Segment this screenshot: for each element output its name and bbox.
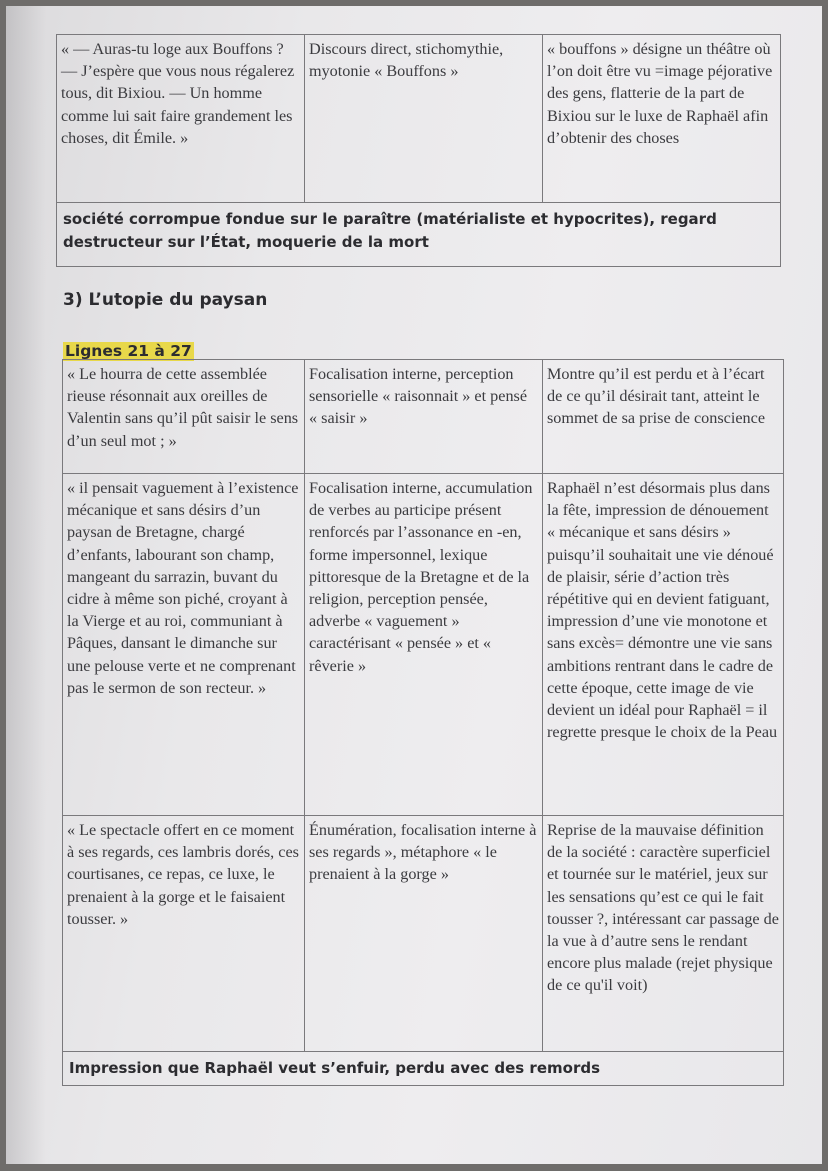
technique-text: Énumération, focalisation interne à ses regards », métaphore « le prenaient à la gorge » — [309, 821, 537, 884]
analysis-table-top — [56, 34, 781, 267]
quote-cell — [57, 35, 305, 203]
summary-row — [63, 1052, 784, 1086]
technique-text: Discours direct, stichomythie, myotonie « Bouffons » — [309, 40, 504, 81]
technique-text: Focalisation interne, accumulation de verbes au participe présent renforcés par l’assonance en -en, forme impersonnel, lexique pittoresque de la Bretagne et de la religion, perception pensée, adverbe « vaguement » caractérisant « pensée » et « rêverie » — [309, 479, 533, 675]
quote-text: « Le hourra de cette assemblée rieuse résonnait aux oreilles de Valentin sans qu’il pût saisir le sens d’un seul mot ; » — [67, 365, 299, 450]
interpretation-text: « bouffons » désigne un théâtre où l’on doit être vu =image péjorative des gens, flatterie de la part de Bixiou sur le luxe de Raphaël afin d’obtenir des choses — [547, 40, 773, 147]
interpretation-text: Reprise de la mauvaise définition de la société : caractère superficiel et tournée sur le matériel, jeux sur les sensations qu’est ce qui le fait tousser ?, intéressant car passage de la vue à d’autre sens le rendant encore plus malade (rejet physique de ce qu'il voit) — [547, 821, 779, 995]
summary-text: Impression que Raphaël veut s’enfuir, perdu avec des remords — [69, 1059, 601, 1077]
quote-cell — [63, 474, 305, 816]
table-row — [63, 474, 784, 816]
summary-cell — [57, 203, 781, 267]
table-row — [57, 35, 781, 203]
table-row — [63, 360, 784, 474]
summary-text: société corrompue fondue sur le paraître (matérialiste et hypocrites), regard destructeur sur l’État, moquerie de la mort — [63, 210, 717, 251]
quote-cell — [63, 816, 305, 1052]
interpretation-cell — [543, 360, 784, 474]
page-shadow — [6, 6, 46, 1164]
interpretation-cell — [543, 474, 784, 816]
section-heading: 3) L’utopie du paysan — [63, 290, 268, 310]
technique-cell — [305, 816, 543, 1052]
summary-cell — [63, 1052, 784, 1086]
analysis-table-bottom — [62, 359, 784, 1086]
table-row — [63, 816, 784, 1052]
quote-text: « Le spectacle offert en ce moment à ses regards, ces lambris dorés, ces courtisanes, ce repas, ce luxe, le prenaient à la gorge et le faisaient tousser. » — [67, 821, 299, 928]
quote-text: « il pensait vaguement à l’existence mécanique et sans désirs d’un paysan de Bretagne, chargé d’enfants, labourant son champ, mangeant du sarrazin, buvant du cidre à même son piché, croyant à la Vierge et au roi, communiant à Pâques, dansant le dimanche sur une pelouse verte et ne comprenant pas le sermon de son recteur. » — [67, 479, 299, 697]
lines-label-highlight: Lignes 21 à 27 — [65, 342, 192, 360]
technique-cell — [305, 360, 543, 474]
summary-row — [57, 203, 781, 267]
interpretation-cell — [543, 35, 781, 203]
quote-text: « — Auras-tu loge aux Bouffons ? — J’espère que vous nous régalerez tous, dit Bixiou. — Un homme comme lui sait faire grandement les choses, dit Émile. » — [61, 40, 295, 147]
interpretation-cell — [543, 816, 784, 1052]
technique-cell — [305, 35, 543, 203]
interpretation-text: Montre qu’il est perdu et à l’écart de ce qu’il désirait tant, atteint le sommet de sa prise de conscience — [547, 365, 766, 428]
quote-cell — [63, 360, 305, 474]
document-page — [6, 6, 822, 1164]
interpretation-text: Raphaël n’est désormais plus dans la fête, impression de dénouement « mécanique et sans désirs » puisqu’il souhaitait une vie dénoué de plaisir, série d’action très répétitive qui en devient fatiguant, impression d’une vie monotone et sans excès= démontre une vie sans ambitions rentrant dans le cadre de cette époque, cette image de vie devient un idéal pour Raphaël = il regrette presque le choix de la Peau — [547, 479, 778, 742]
technique-text: Focalisation interne, perception sensorielle « raisonnait » et pensé « saisir » — [309, 365, 528, 428]
technique-cell — [305, 474, 543, 816]
